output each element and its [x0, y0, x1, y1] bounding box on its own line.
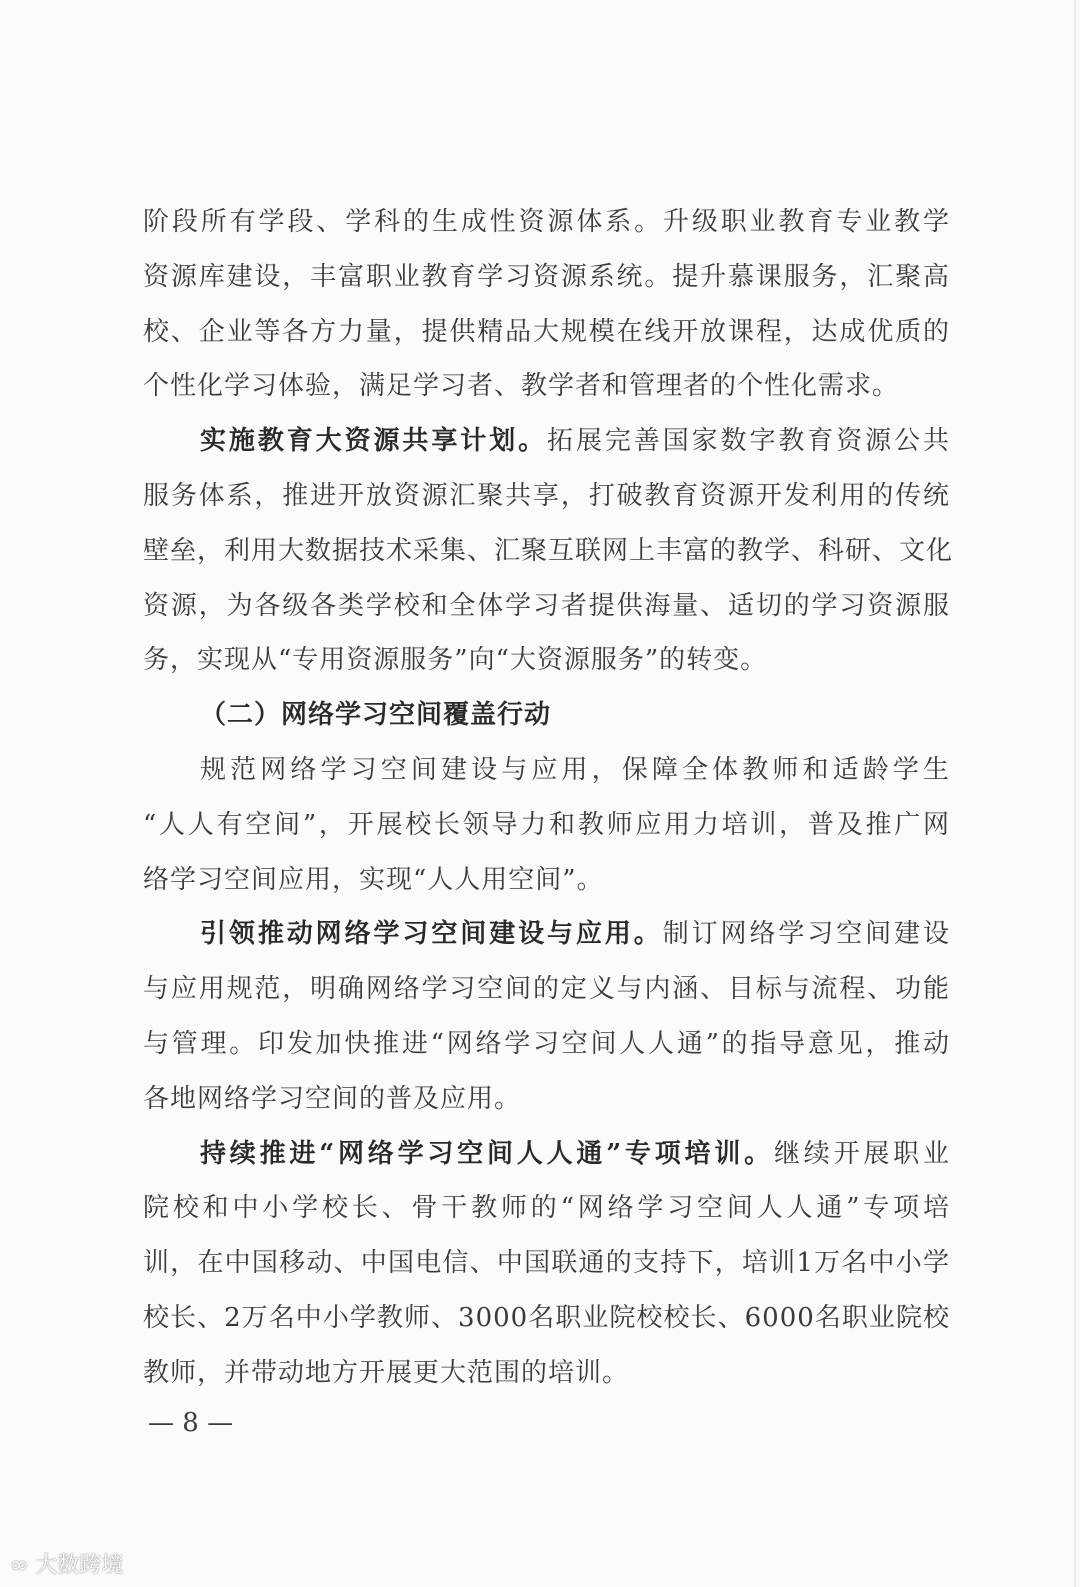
text-line	[143, 469, 950, 524]
watermark-text: 大数跨境	[35, 1553, 124, 1578]
text-line	[143, 633, 950, 688]
body-text: 与管理。印发加快推进“网络学习空间人人通”的指导意见，推动	[143, 1029, 950, 1059]
text-line	[143, 359, 950, 414]
text-line	[200, 688, 950, 743]
text-line	[143, 1291, 950, 1346]
body-text: 务，实现从“专用资源服务”向“大资源服务”的转变。	[143, 645, 768, 676]
text-line	[200, 1127, 950, 1182]
bold-lead-text: 实施教育大资源共享计划。	[200, 426, 548, 457]
text-line	[143, 195, 950, 250]
body-text: 资源，为各级各类学校和全体学习者提供海量、适切的学习资源服	[143, 590, 950, 621]
text-line	[143, 579, 950, 634]
body-text: 校、企业等各方力量，提供精品大规模在线开放课程，达成优质的	[143, 316, 950, 347]
text-line	[200, 743, 950, 798]
text-line	[143, 524, 954, 579]
body-text: 继续开展职业	[773, 1138, 950, 1169]
bold-lead-text: （二）网络学习空间覆盖行动	[200, 700, 552, 731]
body-text: 规范网络学习空间建设与应用，保障全体教师和适龄学生	[200, 755, 950, 785]
body-text: 校长、2万名中小学教师、3000名职业院校校长、6000名职业院校	[143, 1303, 950, 1333]
body-text: 服务体系，推进开放资源汇聚共享，打破教育资源开发利用的传统	[143, 481, 950, 511]
text-line	[143, 1017, 950, 1072]
bold-lead-text: 持续推进“网络学习空间人人通”专项培训。	[200, 1138, 774, 1169]
watermark-icon: ∞	[10, 1553, 36, 1578]
text-line	[200, 907, 950, 962]
body-text: 阶段所有学段、学科的生成性资源体系。升级职业教育专业教学	[143, 207, 950, 237]
text-line	[200, 414, 950, 469]
watermark-logo	[10, 1548, 123, 1579]
body-text: 络学习空间应用，实现“人人用空间”。	[143, 864, 604, 895]
body-text: 壁垒，利用大数据技术采集、汇聚互联网上丰富的教学、科研、文化	[143, 535, 954, 566]
text-line	[143, 962, 950, 1017]
body-text: 个性化学习体验，满足学习者、教学者和管理者的个性化需求。	[143, 371, 900, 402]
page-number: — 8 —	[148, 1408, 234, 1438]
text-line	[143, 798, 950, 853]
body-text: 资源库建设，丰富职业教育学习资源系统。提升慕课服务，汇聚高	[143, 261, 950, 292]
body-text: 拓展完善国家数字教育资源公共	[547, 426, 950, 457]
bold-lead-text: 引领推动网络学习空间建设与应用。	[200, 919, 663, 950]
body-text: “人人有空间”，开展校长领导力和教师应用力培训，普及推广网	[143, 809, 950, 840]
text-line	[143, 1236, 950, 1291]
body-text: 训，在中国移动、中国电信、中国联通的支持下，培训1万名中小学	[143, 1248, 950, 1279]
page-edge	[1074, 0, 1076, 1587]
body-text: 各地网络学习空间的普及应用。	[143, 1083, 522, 1114]
text-line	[143, 853, 950, 908]
body-text: 教师，并带动地方开展更大范围的培训。	[143, 1357, 630, 1388]
text-line	[143, 1181, 950, 1236]
body-text: 院校和中小学校长、骨干教师的“网络学习空间人人通”专项培	[143, 1193, 950, 1224]
body-text: 制订网络学习空间建设	[662, 919, 950, 950]
text-line	[143, 1072, 950, 1127]
text-line	[143, 250, 950, 305]
text-line	[143, 1346, 950, 1401]
text-line	[143, 305, 950, 360]
body-text: 与应用规范，明确网络学习空间的定义与内涵、目标与流程、功能	[143, 974, 950, 1005]
